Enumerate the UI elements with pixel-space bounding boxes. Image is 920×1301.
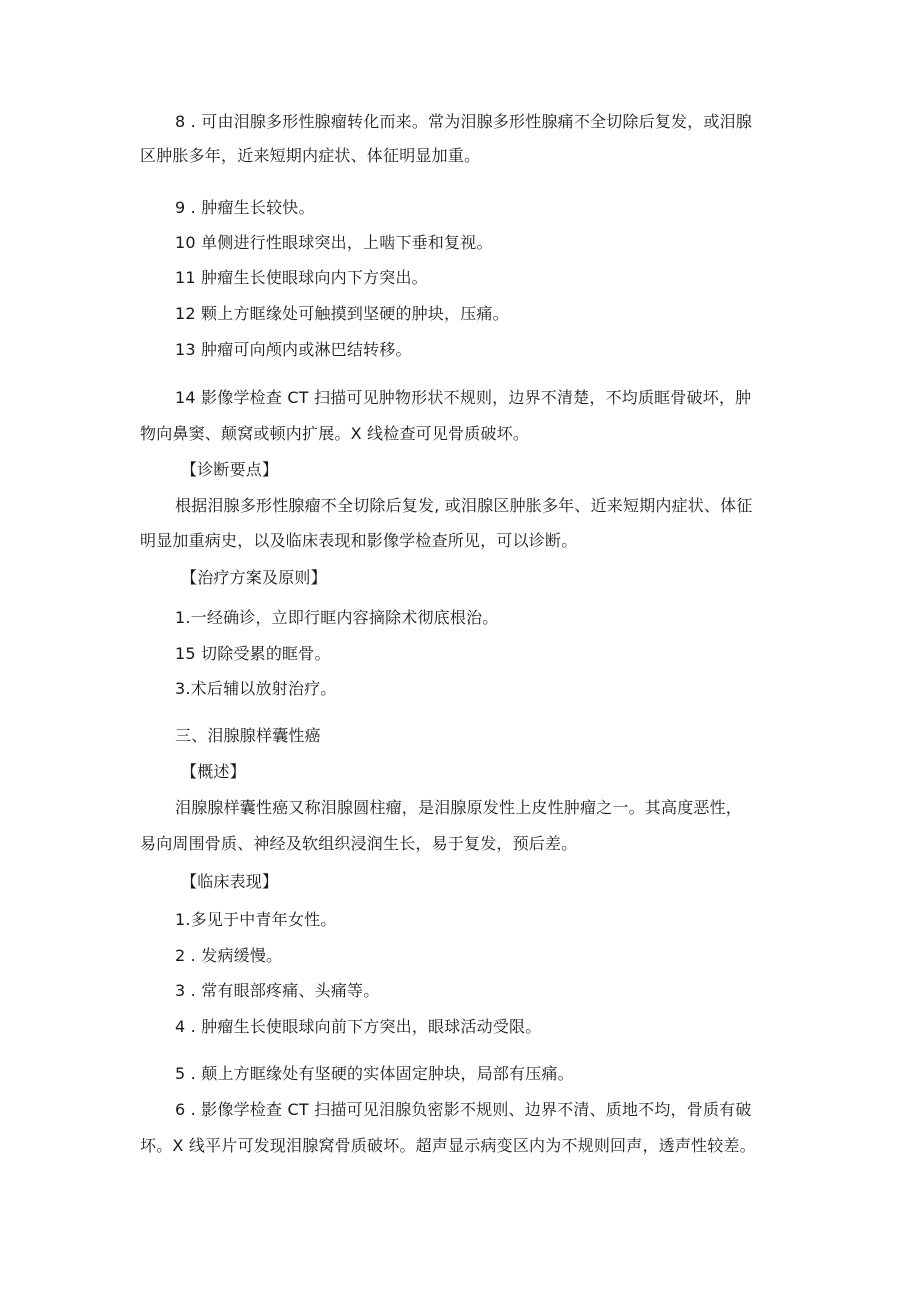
item-14-line-1: 14 影像学检查 CT 扫描可见肿物形状不规则，边界不清楚，不均质眶骨破坏，肿 [175, 388, 752, 407]
clinical-item-3: 3 . 常有眼部疼痛、头痛等。 [175, 981, 380, 1000]
item-12: 12 颗上方眶缘处可触摸到坚硬的肿块，压痛。 [175, 304, 509, 323]
section-heading-treatment: 【治疗方案及原则】 [181, 568, 327, 587]
treatment-item-1: 1.一经确诊，立即行眶内容摘除术彻底根治。 [175, 608, 499, 627]
diagnosis-text-line-1: 根据泪腺多形性腺瘤不全切除后复发, 或泪腺区肿胀多年、近来短期内症状、体征 [175, 496, 753, 515]
section-heading-clinical: 【临床表现】 [181, 872, 279, 891]
diagnosis-text-line-2: 明显加重病史，以及临床表现和影像学检查所见，可以诊断。 [140, 531, 578, 550]
item-9: 9 . 肿瘤生长较快。 [175, 198, 315, 217]
clinical-item-1: 1.多见于中青年女性。 [175, 910, 337, 929]
clinical-item-6-line-2: 坏。X 线平片可发现泪腺窝骨质破坏。超声显示病变区内为不规则回声，透声性较差。 [140, 1136, 756, 1155]
item-14-line-2: 物向鼻窦、颠窝或顿内扩展。X 线检查可见骨质破坏。 [140, 424, 530, 443]
item-13: 13 肿瘤可向颅内或淋巴结转移。 [175, 340, 412, 359]
clinical-item-5: 5 . 颠上方眶缘处有坚硬的实体固定肿块，局部有压痛。 [175, 1064, 574, 1083]
treatment-item-2: 15 切除受累的眶骨。 [175, 644, 331, 663]
treatment-item-3: 3.术后辅以放射治疗。 [175, 679, 337, 698]
section-heading-overview: 【概述】 [181, 762, 246, 781]
item-11: 11 肿瘤生长使眼球向内下方突出。 [175, 268, 428, 287]
clinical-item-4: 4 . 肿瘤生长使眼球向前下方突出，眼球活动受限。 [175, 1017, 542, 1036]
section-heading-diagnosis: 【诊断要点】 [181, 460, 279, 479]
item-10: 10 单侧进行性眼球突出，上啮下垂和复视。 [175, 233, 493, 252]
clinical-item-6-line-1: 6 . 影像学检查 CT 扫描可见泪腺负密影不规则、边界不清、质地不均，骨质有破 [175, 1100, 752, 1119]
item-8-line-2: 区肿胀多年，近来短期内症状、体征明显加重。 [140, 146, 481, 165]
chapter-heading: 三、泪腺腺样囊性癌 [175, 726, 321, 745]
clinical-item-2: 2 . 发病缓慢。 [175, 946, 283, 965]
item-8-line-1: 8 . 可由泪腺多形性腺瘤转化而来。常为泪腺多形性腺痛不全切除后复发，或泪腺 [175, 112, 753, 131]
overview-text-line-1: 泪腺腺样囊性癌又称泪腺圆柱瘤，是泪腺原发性上皮性肿瘤之一。其高度恶性， [175, 798, 743, 817]
overview-text-line-2: 易向周围骨质、神经及软组织浸润生长，易于复发，预后差。 [140, 834, 578, 853]
